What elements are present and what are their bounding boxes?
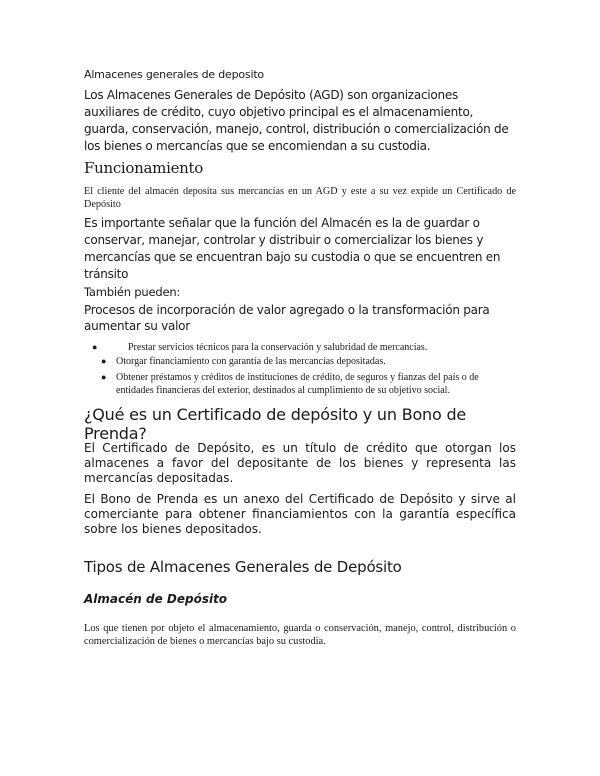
certificado-paragraph-1: El Certificado de Depósito, es un título de crédito que otorgan los almacenes a favor del depositante de los bienes y representa las mercancías depositadas.: [84, 441, 516, 485]
bullet-icon: ●: [101, 372, 107, 382]
list-item: [84, 341, 516, 354]
list-item: [84, 355, 516, 368]
heading-tipos: Tipos de Almacenes Generales de Depósito: [84, 558, 402, 576]
bullet-list-secondary: [84, 355, 516, 400]
list-item-text: Obtener préstamos y créditos de instituciones de crédito, de seguros y fianzas del país o de entidades financieras del exterior, destinados al cumplimiento de su objetivo social.: [116, 372, 479, 396]
tambien-pueden-label: También pueden:: [84, 285, 181, 299]
certificado-paragraph-2: El Bono de Prenda es un anexo del Certificado de Depósito y sirve al comerciante para obtener financiamientos con la garantía específica sobre los bienes depositados.: [84, 492, 516, 536]
intro-paragraph: Los Almacenes Generales de Depósito (AGD) son organizaciones auxiliares de crédito, cuyo objetivo principal es el almacenamiento, guarda, conservación, manejo, control, distribución o comercialización de los bienes o mercancías que se encomiendan a su custodia.: [84, 88, 509, 153]
list-item-text: Otorgar financiamiento con garantía de las mercancías depositadas.: [116, 356, 386, 367]
procesos-paragraph: Procesos de incorporación de valor agregado o la transformación para aumentar su valor: [84, 303, 490, 333]
list-item-text: Prestar servicios técnicos para la conservación y salubridad de mercancías.: [128, 342, 428, 353]
bullet-icon: ●: [101, 356, 107, 366]
almacen-deposito-paragraph: Los que tienen por objeto el almacenamiento, guarda o conservación, manejo, control, distribución o comercialización de bienes o mercancías bajo su custodia.: [84, 623, 516, 647]
document-title: Almacenes generales de deposito: [84, 68, 264, 81]
funcionamiento-paragraph-2: Es importante señalar que la función del Almacén es la de guardar o conservar, manejar, controlar y distribuir o comercializar los bienes y mercancías que se encuentran bajo su custodia o que se encuentren en tránsito: [84, 216, 501, 281]
bullet-icon: ●: [92, 342, 98, 352]
subheading-almacen-deposito: Almacén de Depósito: [84, 592, 228, 606]
bullet-list-primary: [84, 341, 516, 354]
heading-funcionamiento: Funcionamiento: [84, 159, 203, 177]
funcionamiento-paragraph-1: El cliente del almacén deposita sus mercancías en un AGD y este a su vez expide un Certificado de Depósito: [84, 186, 516, 210]
list-item: [84, 371, 516, 397]
heading-certificado: ¿Qué es un Certificado de depósito y un Bono de Prenda?: [84, 405, 467, 443]
